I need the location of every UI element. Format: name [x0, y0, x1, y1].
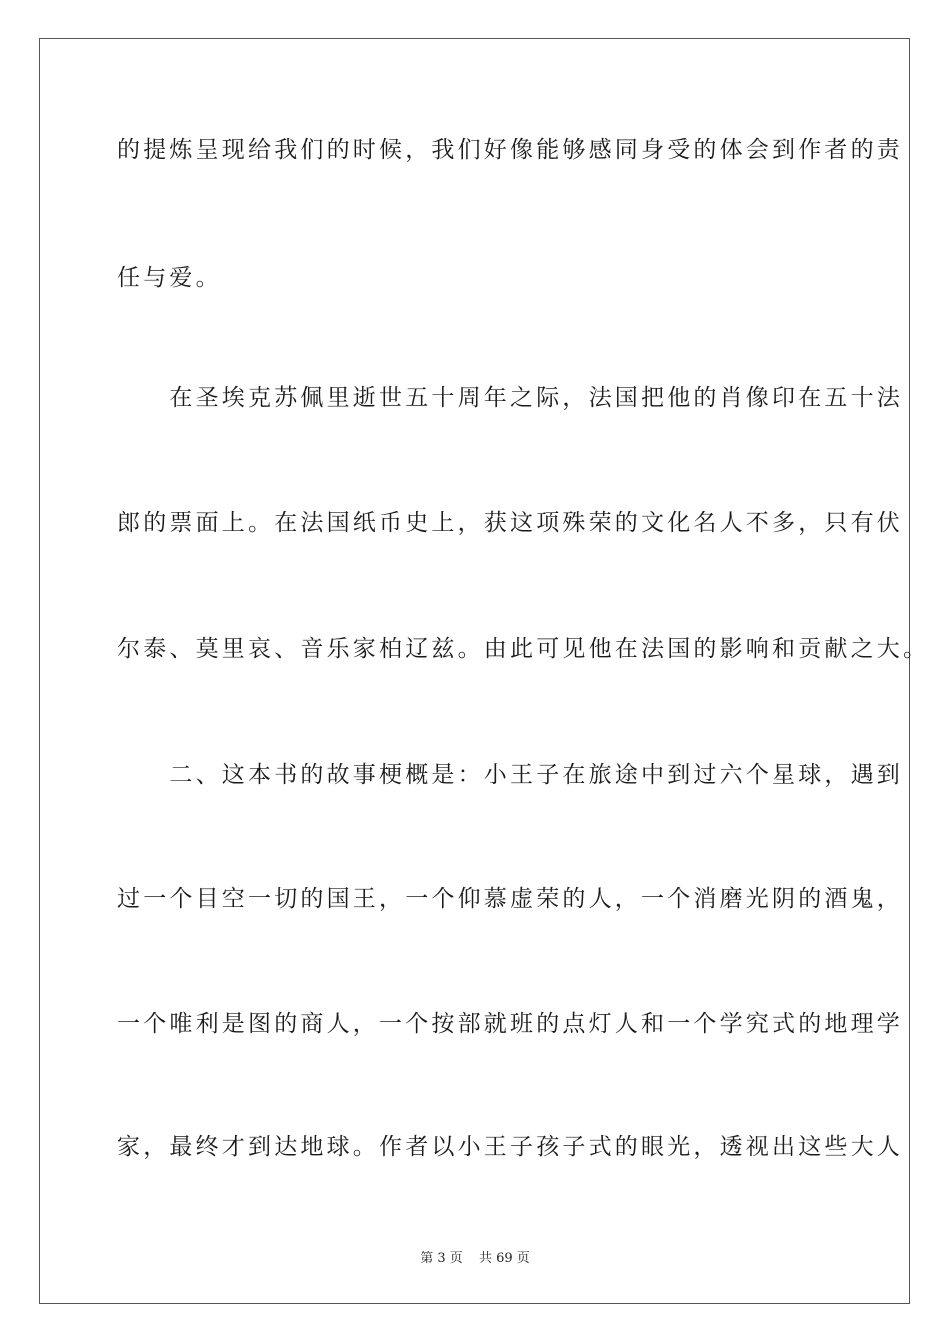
paragraph-start-line: 二、这本书的故事梗概是：小王子在旅途中到过六个星球，遇到: [117, 762, 903, 788]
page-border: [39, 38, 930, 1304]
text-line: 的提炼呈现给我们的时候，我们好像能够感同身受的体会到作者的责: [117, 137, 903, 163]
text-line: 尔泰、莫里哀、音乐家柏辽兹。由此可见他在法国的影响和贡献之大。: [117, 636, 930, 662]
text-line: 一个唯利是图的商人，一个按部就班的点灯人和一个学究式的地理学: [117, 1011, 903, 1037]
text-line: 郎的票面上。在法国纸币史上，获这项殊荣的文化名人不多，只有伏: [117, 510, 903, 536]
page-number: 第 3 页: [420, 1251, 463, 1266]
page-total: 共 69 页: [478, 1251, 530, 1266]
page-footer: [0, 1247, 950, 1266]
text-line: 任与爱。: [117, 265, 222, 291]
text-line: 家，最终才到达地球。作者以小王子孩子式的眼光，透视出这些大人: [117, 1134, 903, 1160]
paragraph-start-line: 在圣埃克苏佩里逝世五十周年之际，法国把他的肖像印在五十法: [117, 385, 903, 411]
text-line: 过一个目空一切的国王，一个仰慕虚荣的人，一个消磨光阴的酒鬼，: [117, 886, 903, 912]
